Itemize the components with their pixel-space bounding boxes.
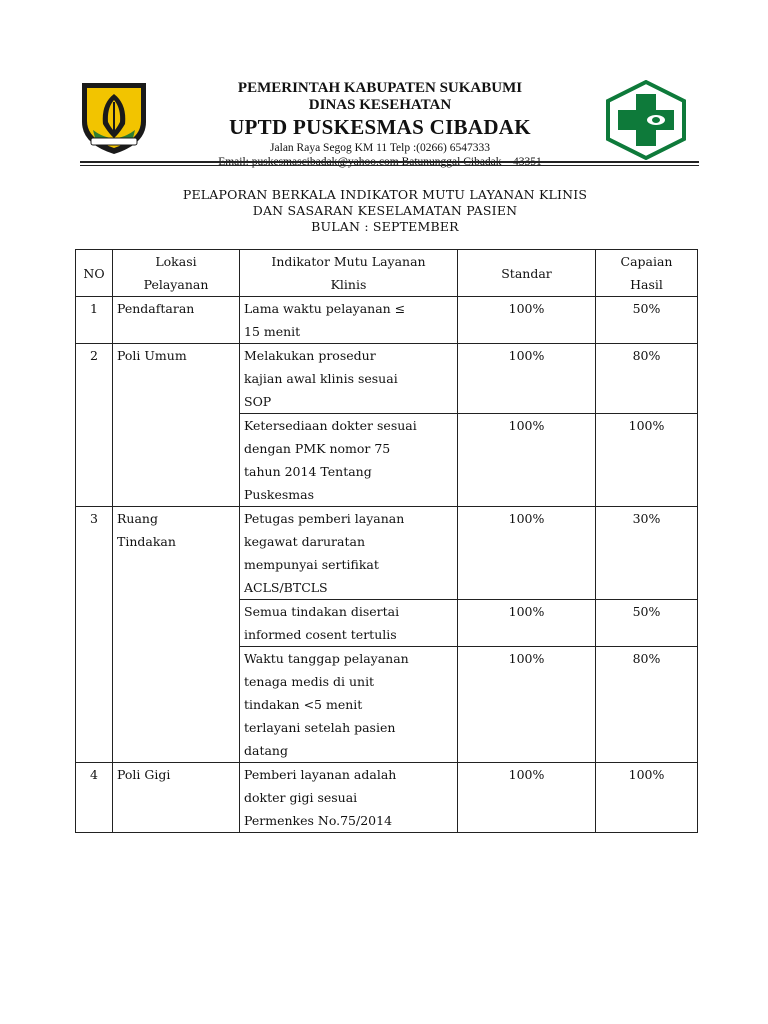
table-row: [76, 507, 698, 600]
row-number: 3: [76, 507, 113, 763]
capaian-cell: 100%: [596, 414, 698, 507]
capaian-cell: 80%: [596, 647, 698, 763]
header-capaian: [596, 250, 698, 297]
report-title: [160, 187, 610, 235]
indikator-text: dokter gigi sesuai: [244, 790, 358, 805]
standar-cell: 100%: [458, 414, 596, 507]
header-capaian-line1: Capaian: [620, 254, 673, 269]
indikator-text: dengan PMK nomor 75: [244, 441, 391, 456]
header-lokasi-line1: Lokasi: [155, 254, 197, 269]
lokasi-cell: [113, 507, 240, 763]
indikator-text: Waktu tanggap pelayanan: [244, 651, 409, 666]
header-indikator-line1: Indikator Mutu Layanan: [271, 254, 426, 269]
indikator-text: ACLS/BTCLS: [244, 580, 328, 595]
indikator-text: informed cosent tertulis: [244, 627, 397, 642]
indikator-text: terlayani setelah pasien: [244, 720, 396, 735]
row-number: 1: [76, 297, 113, 344]
header-standar: Standar: [458, 250, 596, 297]
indikator-text: Melakukan prosedur: [244, 348, 376, 363]
capaian-cell: 50%: [596, 600, 698, 647]
capaian-cell: 30%: [596, 507, 698, 600]
indikator-cell: [240, 414, 458, 507]
indicator-table: [75, 249, 698, 833]
letterhead-rule-thick: [80, 161, 699, 163]
indikator-text: Petugas pemberi layanan: [244, 511, 405, 526]
letterhead-email: Email: puskesmascibadak@yahoo.com Batununggal Cibadak – 43351: [218, 156, 542, 168]
indikator-text: mempunyai sertifikat: [244, 557, 379, 572]
standar-cell: 100%: [458, 600, 596, 647]
indikator-text: kajian awal klinis sesuai: [244, 371, 398, 386]
row-number: 4: [76, 763, 113, 833]
lokasi-text: Poli Umum: [117, 348, 187, 363]
letterhead-government: PEMERINTAH KABUPATEN SUKABUMI: [237, 80, 523, 96]
lokasi-text: Ruang: [117, 511, 158, 526]
report-title-line1: PELAPORAN BERKALA INDIKATOR MUTU LAYANAN KLINIS: [182, 187, 588, 202]
row-number: 2: [76, 344, 113, 507]
header-capaian-line2: Hasil: [630, 277, 663, 292]
table-row: [76, 763, 698, 833]
lokasi-cell: [113, 763, 240, 833]
standar-cell: 100%: [458, 344, 596, 414]
lokasi-cell: [113, 344, 240, 507]
indikator-cell: [240, 763, 458, 833]
letterhead-address: Jalan Raya Segog KM 11 Telp :(0266) 6547333: [270, 142, 490, 154]
capaian-cell: 100%: [596, 763, 698, 833]
letterhead-rule-thin: [80, 165, 699, 166]
table-body: [76, 297, 698, 833]
table-row: [76, 344, 698, 414]
header-indikator-line2: Klinis: [330, 277, 367, 292]
indikator-text: Ketersediaan dokter sesuai: [244, 418, 417, 433]
indikator-text: kegawat daruratan: [244, 534, 366, 549]
header-no: NO: [76, 250, 113, 297]
standar-cell: 100%: [458, 507, 596, 600]
indikator-text: tindakan <5 menit: [244, 697, 363, 712]
lokasi-cell: [113, 297, 240, 344]
indikator-text: tenaga medis di unit: [244, 674, 375, 689]
header-lokasi: [113, 250, 240, 297]
indikator-text: tahun 2014 Tentang: [244, 464, 372, 479]
puskesmas-cross-icon: [605, 80, 687, 160]
kabupaten-sukabumi-crest-icon: [79, 80, 149, 156]
indikator-text: Puskesmas: [244, 487, 314, 502]
table-header-row: [76, 250, 698, 297]
letterhead: [0, 0, 768, 168]
letterhead-institution: UPTD PUSKESMAS CIBADAK: [229, 115, 531, 139]
indikator-text: Pemberi layanan adalah: [244, 767, 397, 782]
capaian-cell: 80%: [596, 344, 698, 414]
indikator-cell: [240, 507, 458, 600]
header-indikator: [240, 250, 458, 297]
indikator-text: Permenkes No.75/2014: [244, 813, 393, 828]
report-title-month: BULAN : SEPTEMBER: [311, 219, 459, 234]
indikator-cell: [240, 297, 458, 344]
standar-cell: 100%: [458, 647, 596, 763]
table-row: [76, 297, 698, 344]
indikator-cell: [240, 344, 458, 414]
indikator-text: Semua tindakan disertai: [244, 604, 400, 619]
indikator-text: SOP: [244, 394, 272, 409]
lokasi-text: Poli Gigi: [117, 767, 171, 782]
standar-cell: 100%: [458, 763, 596, 833]
lokasi-text: Pendaftaran: [117, 301, 195, 316]
standar-cell: 100%: [458, 297, 596, 344]
indikator-text: 15 menit: [244, 324, 301, 339]
lokasi-text: Tindakan: [117, 534, 176, 549]
indikator-text: datang: [244, 743, 288, 758]
indikator-text: Lama waktu pelayanan ≤: [244, 301, 406, 316]
letterhead-department: DINAS KESEHATAN: [308, 97, 452, 113]
capaian-cell: 50%: [596, 297, 698, 344]
report-title-line2: DAN SASARAN KESELAMATAN PASIEN: [252, 203, 518, 218]
indikator-cell: [240, 600, 458, 647]
indikator-cell: [240, 647, 458, 763]
header-lokasi-line2: Pelayanan: [143, 277, 209, 292]
